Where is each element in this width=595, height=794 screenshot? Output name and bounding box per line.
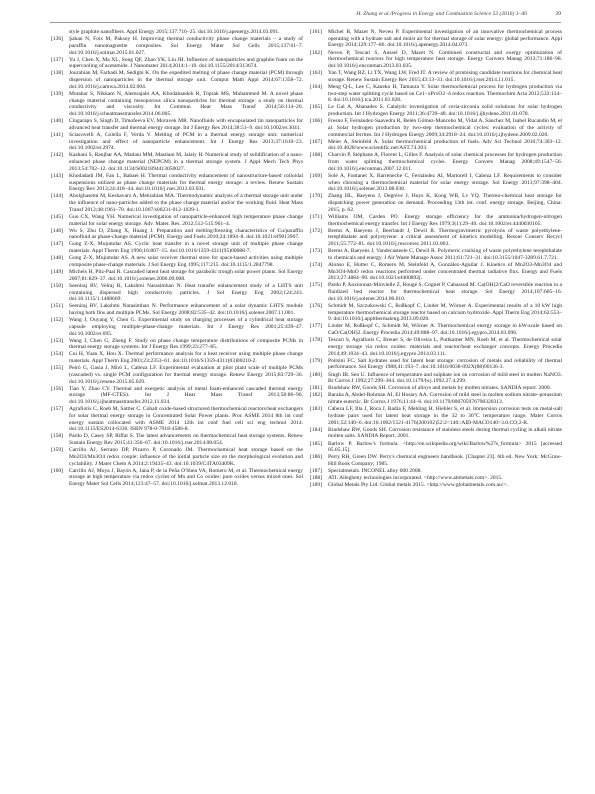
running-header bbox=[50, 8, 561, 20]
reference-text: Motahar S, Nikkam N, Alemrajabi AA, Khodabandeh R, Toprak MS, Muhammed M. A novel phase change material containing mesoporous silica nanoparticles for thermal storage: a study on thermal conductivity and viscosity. Int Commun Heat Mass Transf 2014;56:114–20. doi:10.1016/j.icheatmasstransfer.2014.06.005. bbox=[69, 90, 303, 117]
reference-entry bbox=[51, 70, 303, 90]
reference-text: Cui H, Yuan X, Hou X. Thermal performance analysis for a heat receiver using multiple phase change materials. Appl Therm Eng 2003;23:2353–61. doi:10.1016/S1359-4311(03)00210-2. bbox=[69, 351, 303, 365]
reference-entry bbox=[51, 338, 303, 351]
reference-text: Kashani S, Ranjbar AA, Madani MM, Mastiani M, Jalaly H. Numerical study of solidification of a nano-enhanced phase change material (NEPCM) in a thermal storage system. J Appl Mech Tech Phys 2013;54:702–12. doi:10.1134/S0021894413050027. bbox=[69, 152, 303, 172]
reference-entry bbox=[310, 358, 562, 371]
reference-number: [151] bbox=[51, 303, 64, 310]
reference-text: Michel B, Mazet N, Neveu P. Experimental investigation of an innovative thermochemical process operating with a hydrate salt and moist air for thermal storage of solar energy: global performance. Appl Energy 2014;129:177–86. doi:10.1016/j.apenergy.2014.04.073. bbox=[328, 29, 562, 49]
reference-entry bbox=[310, 468, 562, 475]
header-rule bbox=[50, 22, 561, 23]
reference-entry bbox=[51, 241, 303, 254]
reference-entry bbox=[310, 475, 562, 482]
reference-entry bbox=[310, 262, 562, 282]
reference-text: Gong Z-X, Mujumdar AS. A new solar receiver thermal store for space-based activities using multiple composite phase-change materials. J Sol Energy Eng 1995;117:215. doi:10.1115/1.2847798. bbox=[69, 255, 303, 268]
reference-entry bbox=[310, 84, 562, 104]
reference-text: Barlow P. Barlow's formula. <http://en.wikipedia.org/wiki/Barlow%27s_formula> 2015 [accessed 05.05.15]. bbox=[328, 440, 562, 454]
reference-entry bbox=[310, 323, 562, 336]
reference-entry bbox=[310, 337, 562, 357]
reference-text: Alonso E, Hutter C, Romero M, Steinfeld A, González-Aguilar J. Kinetics of Mn2O3-Mn3O4 and Mn3O4-MnO redox reactions performed under concentrated thermal radiative flux. Energy and Fuels 2013;27:4884–90. doi:10.1021/ef400892j. bbox=[328, 261, 562, 282]
reference-entry bbox=[310, 248, 562, 261]
reference-entry bbox=[51, 152, 303, 172]
reference-entry bbox=[310, 139, 562, 152]
reference-entry bbox=[310, 454, 562, 467]
reference-entry bbox=[310, 70, 562, 83]
reference-text: Guo CX, Wang YH. Numerical investigation of nanoparticle-enhanced high temperature phase change material for solar energy storage. Adv. Mater. Res. 2012;512-515:961–4. bbox=[69, 213, 303, 227]
reference-text: Jourabian M, Farhadi M, Sedighi K. On the expedited melting of phase change material (PCM) through dispersion of nanoparticles in the thermal storage unit. Comput Math Appl 2014;67:1358–72. doi:10.1016/j.camwa.2014.02.004. bbox=[69, 70, 303, 90]
reference-text: Brems A, Baeyens J, Beerlandt J, Dewil R. Thermogravimetric pyrolysis of waste polyethylene-terephthalate and polystyrene: a critical assessment of kinetics modelling. Resour Conserv Recycl 2011;55:772–81. doi:10.1016/j.resconrec.2011.03.003. bbox=[328, 227, 562, 248]
reference-text: Neveu P, Tescari S, Aussel D, Mazet N. Combined constructal and exergy optimization of thermochemical reactors for high temperature heat storage. Energy Convers Manag 2013;71:186–98. doi:10.1016/j.enconman.2013.03.035. bbox=[328, 49, 562, 69]
reference-number: [154] bbox=[51, 351, 64, 358]
reference-number: [180] bbox=[310, 371, 323, 378]
reference-number: [155] bbox=[51, 365, 64, 372]
right-column-references bbox=[310, 29, 562, 787]
reference-entry bbox=[51, 468, 303, 488]
reference-entry bbox=[51, 283, 303, 303]
reference-number: [182] bbox=[310, 392, 323, 399]
reference-entry bbox=[310, 50, 562, 70]
reference-number: [150] bbox=[51, 282, 64, 289]
reference-text: Gong Z-X, Mujumdar AS. Cyclic heat transfer in a novel storage unit of multiple phase change materials. Appl Therm Eng 1996;16:807–15. doi:10.1016/1359-4311(95)00088-7. bbox=[69, 241, 303, 255]
reference-number: [144] bbox=[51, 193, 64, 200]
reference-entry bbox=[310, 173, 562, 193]
reference-text: Brems A, Baeyens J, Vandecasteele C, Dewil R. Polymeric cracking of waste polyethylene terephthalate to chemicals and energy. J Air Waste Manage Assoc 2011;61:721–31. doi:10.3155/1047-3289.61.7.721. bbox=[328, 248, 562, 261]
reference-text: Le Gal A, Abanades S. Catalytic investigation of ceria-zirconia solid solutions for solar hydrogen production. Int J Hydrogen Energy 2011;36:4739–48. doi:10.1016/j.ijhydene.2011.01.078. bbox=[328, 104, 562, 117]
reference-text: Sciacovelli A, Colella F, Verda V. Melting of PCM in a thermal energy storage unit: numerical investigation and effect of nanoparticle enhancement. Int J Energy Res 2013;37:1610–23. doi:10.1002/er.2974. bbox=[69, 131, 303, 152]
reference-number: [139] bbox=[51, 90, 64, 97]
reference-entry bbox=[51, 447, 303, 467]
reference-number: [174] bbox=[310, 261, 323, 268]
reference-text: Peiró G, Gasia J, Miró L, Cabeza LF. Experimental evaluation at pilot plant scale of multiple PCMs (cascaded) vs. single PCM configuration for thermal energy storage. Renew Energy 2015;83:729–36. doi:10.1016/j.renene.2015.05.029. bbox=[69, 365, 303, 385]
reference-text: Global Metals Pty Ltd. Global metals 2015. <http://www.globalmetals.com.au/>. bbox=[328, 482, 508, 489]
reference-entry bbox=[51, 173, 303, 193]
reference-text: Bradshaw RW, Goods SH. Corrosion resistance of stainless steels during thermal cycling in alkali nitrate molten salts. SANDIA Report. 2001. bbox=[328, 426, 562, 440]
reference-entry bbox=[310, 392, 562, 405]
reference-text: Wu S, Zhu D, Zhang X, Huang J. Preparation and melting/freezing characteristics of Cu/paraffin nanofluid as phase-change material (PCM). Energy and Fuels 2010;24:1894–8. doi:10.1021/ef9013967. bbox=[69, 227, 303, 241]
reference-number: [167] bbox=[310, 138, 323, 145]
reference-text: Agrafiotis C, Roeb M, Sattler C. Cobalt oxide-based structured thermochemical reactors/heat exchangers for solar thermal energy storage in Concentrated Solar Power plants. Proc ASME 2014 8th int conf energy sustain collocated with ASME 2014 12th int conf fuel cell sci eng technol 2014. doi:10.1115/ES2014-6336. ISBN 978-0-7918-4586-8. bbox=[69, 406, 303, 433]
reference-text: Carrillo AJ, Serrano DP, Pizarro P, Coronado JM. Thermochemical heat storage based on the Mn2O3/Mn3O4 redox couple: influence of the initial particle size on the morphological evolution and cyclability. J Mater Chem A 2014;2:19435–43. doi:10.1039/C4TA03409K. bbox=[69, 447, 303, 467]
reference-entry bbox=[51, 433, 303, 446]
reference-text: Schmidt M, Szczukowski C, Roßkopf C, Linder M, Wörner A. Experimental results of a 10 kW high temperature thermochemical storage reactor based on calcium hydroxide. Appl Therm Eng 2014;62:553–9. doi:10.1016/j.applthermaleng.2013.09.020. bbox=[328, 302, 562, 323]
reference-number: [146] bbox=[51, 227, 64, 234]
reference-text: Khodadadi JM, Fan L, Babaei H. Thermal conductivity enhancement of nanostructure-based colloidal suspensions utilized as phase change materials for thermal energy storage: a review. Renew Sustain Energy Rev 2013;24:418–44. doi:10.1016/j.rser.2013.03.031. bbox=[69, 172, 303, 193]
reference-number: [142] bbox=[51, 152, 64, 159]
reference-entry bbox=[51, 255, 303, 268]
journal-citation: H. Zhang et al./Progress in Energy and Combustion Science 53 (2016) 1–40 bbox=[356, 11, 527, 17]
reference-number: [141] bbox=[51, 131, 64, 138]
reference-number: [173] bbox=[310, 248, 323, 255]
reference-text: ATI. Allegheny technologies incorporated. <http://www.atimetals.com>. 2015. bbox=[328, 475, 503, 482]
reference-number: [166] bbox=[310, 118, 323, 125]
reference-entry bbox=[310, 482, 562, 489]
reference-entry bbox=[310, 104, 562, 117]
reference-text: Poitsini FC. Salt hydrates used for latent heat storage: corrosion of metals and reliability of thermal performance. Sol Energy 1988;41:193–7. doi:10.1016/0038-092X(88)90136-3. bbox=[328, 357, 562, 371]
reference-entry bbox=[51, 118, 303, 131]
reference-entry bbox=[51, 365, 303, 385]
reference-entry bbox=[51, 214, 303, 227]
reference-number: [185] bbox=[310, 440, 323, 447]
reference-number: [176] bbox=[310, 302, 323, 309]
reference-entry bbox=[310, 152, 562, 172]
reference-entry bbox=[51, 36, 303, 56]
reference-text: Seeniraj RV, Lakshmi Narasimhan N. Performance enhancement of a solar dynamic LHTS module having both fins and multiple PCMs. Sol Energy 2008;82:535–42. doi:10.1016/j.solener.2007.11.001. bbox=[69, 303, 303, 317]
reference-number: [171] bbox=[310, 213, 323, 220]
reference-text: Tian Y, Zhao CY. Thermal and exergetic analysis of metal foam-enhanced cascaded thermal energy storage (MF-CTES). Int J Heat Mass Transf 2013;58:86–96. doi:10.1016/j.ijheatmasstransfer.2012.11.034. bbox=[69, 385, 303, 406]
reference-text: Williams OM, Carden PO. Energy storage efficiency for the ammonia/hydrogen-nitrogen thermochemical energy transfer. Int J Energy Res 1979;3(1):29–40. doi:10.1002/er.4440030105. bbox=[328, 213, 562, 227]
reference-number: [148] bbox=[51, 255, 64, 262]
reference-entry bbox=[51, 317, 303, 337]
reference-number: [183] bbox=[310, 406, 323, 413]
reference-text: Seeniraj RV, Velraj R, Lakshmi Narasimhan N. Heat transfer enhancement study of a LHTS unit containing dispersed high conductivity particles. J Sol Energy Eng 2002;124:243. doi:10.1115/1.1488669. bbox=[69, 282, 303, 303]
reference-text: Yu J, Chen X, Ma XL, Song QF, Zhao YK, Liu JH. Influence of nanoparticles and graphite foam on the supercooling of acetamide. J Nanomater 2014;2014:1–10. doi:10.1155/2014/313674. bbox=[69, 56, 303, 70]
reference-number: [188] bbox=[310, 475, 323, 482]
reference-text: Abolghasemi M, Keshavarz A, Mehrabian MA. Thermodynamic analysis of a thermal storage unit under the influence of nano-particles added to the phase change material and/or the working fluid. Heat Mass Transf 2012;48:1961–70. doi:10.1007/s00231-012-1039-1. bbox=[69, 193, 303, 213]
reference-text: Zhang HL, Baeyens J, Degrève J, Huys K, Kong WB, Lv YQ. Thermo-chemical heat storage for dispatching power generation on demand. Proceeding 13th int. conf. energy storage, Beijing, China: 2015, p. 62. bbox=[328, 193, 562, 213]
reference-number: [168] bbox=[310, 152, 323, 159]
reference-number: [161] bbox=[310, 29, 323, 35]
reference-text: Meier A, Steinfeld A. Solar thermochemical production of fuels. Adv Sci Technol 2010;74:303–12. doi:10.4028/www.scientific.net/AST.74.303. bbox=[328, 138, 562, 152]
reference-number: [152] bbox=[51, 317, 64, 324]
reference-number: [145] bbox=[51, 213, 64, 220]
reference-entry bbox=[310, 29, 562, 49]
reference-entry bbox=[51, 132, 303, 152]
reference-entry bbox=[310, 214, 562, 227]
reference-text: Bradshaw RW, Goods SH. Corrosion of alloys and metals by molten nitrates. SANDIA report. 2000. bbox=[328, 385, 552, 392]
reference-text: Cabeza LF, Illa J, Roca J, Badia F, Mehling H, Hiebler S, et al. Immersion corrosion tests on metal-salt hydrate pairs used for latent heat storage in the 32 to 36°C temperature range. Mater Corros 2001;52:140–6. doi:10.1002/1521-4176(200102)52:2<140::AID-MACO140>3.0.CO;2-R. bbox=[328, 406, 562, 426]
reference-entry bbox=[310, 282, 562, 302]
reference-text: Solé A, Fontanet X, Barreneche C, Fernández AI, Martorell I, Cabeza LF. Requirements to consider when choosing a thermochemical material for solar energy storage. Sol Energy 2013;97:398–404. doi:10.1016/j.solener.2013.08.038. bbox=[328, 172, 562, 193]
reference-entry bbox=[51, 57, 303, 70]
reference-number: [158] bbox=[51, 433, 64, 440]
reference-text: style graphite nanofibers. Appl Energy 2015;137:716–25. doi:10.1016/j.apenergy.2014.03.091. bbox=[69, 29, 280, 35]
reference-text: Fresno F, Fernández-Saavedra R, Belén Gómez-Mancebo M, Vidal A, Sánchez M, Isabel Rucandio M, et al. Solar hydrogen production by two-step thermochemical cycles: evaluation of the activity of commercial ferrites. Int J Hydrogen Energy 2009;34:2918–24. doi:10.1016/j.ijhydene.2009.02.020. bbox=[328, 118, 562, 138]
reference-number: [164] bbox=[310, 83, 323, 90]
reference-number: [157] bbox=[51, 406, 64, 413]
reference-number: [184] bbox=[310, 426, 323, 433]
reference-number: [187] bbox=[310, 468, 323, 475]
reference-number: [178] bbox=[310, 337, 323, 344]
reference-entry bbox=[310, 406, 562, 426]
reference-text: Cingarapu S, Singh D, Timofeeva EV, Moravek MR. Nanofluids with encapsulated tin nanoparticles for advanced heat transfer and thermal energy storage. Int J Energy Res 2014;38:51–9. doi:10.1002/er.3041. bbox=[69, 118, 303, 131]
reference-entry bbox=[51, 269, 303, 282]
reference-text: Specialmetals. INCONEL alloy 600 2008. bbox=[328, 468, 422, 475]
reference-number: [186] bbox=[310, 454, 323, 461]
reference-number: [153] bbox=[51, 337, 64, 344]
reference-number: [175] bbox=[310, 282, 323, 289]
reference-entry bbox=[51, 91, 303, 118]
reference-text: Yan T, Wang RZ, Li TX, Wang LW, Fred IT. A review of promising candidate reactions for chemical heat storage. Renew Sustain Energy Rev 2015;43:13–31. doi:10.1016/j.rser.2014.11.015. bbox=[328, 70, 562, 83]
left-column-references bbox=[51, 29, 303, 787]
reference-entry bbox=[51, 228, 303, 241]
reference-text: Carrillo AJ, Moya J, Bayón A, Jana P, de la Peña O'Shea VA, Romero M, et al. Thermochemical energy storage at high temperature via redox cycles of Mn and Co oxides: pure oxides versus mixed ones. Sol Energy Mater Sol Cells 2014;123:47–57. doi:10.1016/j.solmat.2013.12.018. bbox=[69, 467, 303, 488]
reference-entry bbox=[310, 427, 562, 440]
reference-text: Charvin P, Stéphane A, Florent L, Gilles F. Analysis of solar chemical processes for hydrogen production from water splitting thermochemical cycles. Energy Convers Manag 2008;49:1547–56. doi:10.1016/j.enconman.2007.12.011. bbox=[328, 152, 562, 172]
reference-number: [165] bbox=[310, 104, 323, 111]
reference-text: Michels H, Pitz-Paal R. Cascaded latent heat storage for parabolic trough solar power plants. Sol Energy 2007;81:829–37. doi:10.1016/j.solener.2006.09.008. bbox=[69, 269, 303, 282]
reference-entry bbox=[51, 193, 303, 213]
reference-number: [160] bbox=[51, 467, 64, 474]
reference-number: [181] bbox=[310, 385, 323, 392]
reference-number: [156] bbox=[51, 385, 64, 392]
reference-number: [147] bbox=[51, 241, 64, 248]
reference-number: [177] bbox=[310, 323, 323, 330]
reference-entry bbox=[310, 118, 562, 138]
reference-entry bbox=[310, 193, 562, 213]
reference-text: Linder M, Roßkopf C, Schmidt M, Wörner A. Thermochemical energy storage in kW-scale based on CaO/Ca(OH)2. Energy Procedia 2014;49:888–97. doi:10.1016/j.egypro.2014.03.096. bbox=[328, 323, 562, 337]
reference-text: Pardo D, Casey SP, Riffat S. The latest advancements on thermochemical heat storage systems. Renew Sustain Energy Rev 2015;41:356–67. doi:10.1016/j.rser.2014.08.054. bbox=[69, 433, 303, 447]
reference-text: Baraka A, Abdel-Rohman AI, El Hosary AA. Corrosion of mild steel in molten sodium nitrate–potassium nitrate eutectic. Br Corros J 1976;11:44–6. doi:10.1179/000705976798320313. bbox=[328, 392, 562, 406]
reference-entry bbox=[51, 351, 303, 364]
reference-entry bbox=[310, 303, 562, 323]
reference-text: Şahan N, Fois M, Paksoy H. Improving thermal conductivity phase change materials – a study of paraffin nanomagnetite composites. Sol Energy Mater Sol Cells 2015;137:61–7. doi:10.1016/j.solmat.2015.01.027. bbox=[69, 36, 303, 56]
reference-number: [170] bbox=[310, 193, 323, 200]
reference-entry bbox=[310, 372, 562, 385]
reference-text: Meng Q-L, Lee C, Kaneko H, Tamaura Y. Solar thermochemical process for hydrogen production via two-step water splitting cycle based on Ce1−xPrxO2−δ redox reaction. Thermochim Acta 2012;532:134–8. doi:10.1016/j.tca.2011.01.028. bbox=[328, 83, 562, 104]
reference-number: [172] bbox=[310, 227, 323, 234]
reference-number: [136] bbox=[51, 36, 64, 43]
reference-text: Wang J, Ouyang Y, Chen G. Experimental study on charging processes of a cylindrical heat storage capsule employing multiple-phase-change materials. Int J Energy Res 2001;25:439–47. doi:10.1002/er.695. bbox=[69, 317, 303, 337]
reference-text: Wang J, Chen G, Zheng F. Study on phase change temperature distributions of composite PCMs in thermal energy storage systems. Int J Energy Res 1999;23:277–85. bbox=[69, 337, 303, 351]
reference-number: [149] bbox=[51, 269, 64, 276]
reference-entry bbox=[51, 29, 303, 36]
reference-entry bbox=[51, 406, 303, 433]
reference-text: Perry RH, Green DW. Perry's chemical engineers handbook. [Chapter 23]. 6th ed. New York: McGraw-Hill Book Company; 1985. bbox=[328, 454, 562, 468]
reference-entry bbox=[51, 303, 303, 316]
reference-entry bbox=[310, 441, 562, 454]
reference-number: [140] bbox=[51, 118, 64, 125]
reference-text: Singh IB. Sen U. Influence of temperature and sulphate ion on corrosion of mild steel in molten NaNO3. Br Corros J 1992;27:299–304. doi:10.1179/bcj.1992.27.4.299. bbox=[328, 371, 562, 385]
reference-number: [138] bbox=[51, 70, 64, 77]
reference-entry bbox=[51, 386, 303, 406]
page-number: 39 bbox=[555, 11, 561, 17]
reference-number: [162] bbox=[310, 49, 323, 56]
reference-number: [179] bbox=[310, 357, 323, 364]
reference-number: [169] bbox=[310, 172, 323, 179]
reference-text: Tescari S, Agrafiotis C, Breuer S, de Oliveira L, Puttkamer MN, Roeb M, et al. Thermochemical solar energy storage via redox oxides: materials and reactor/heat exchanger concepts. Energy Procedia 2014;49:1034–43. doi:10.1016/j.egypro.2014.03.111. bbox=[328, 337, 562, 357]
reference-entry bbox=[310, 228, 562, 248]
reference-number: [137] bbox=[51, 56, 64, 63]
reference-number: [163] bbox=[310, 70, 323, 76]
reference-text: Pardo P, Anxionnaz-Minvielle Z, Rougé S, Cognet P, Cabassud M. Ca(OH)2/CaO reversible reaction in a fluidized bed reactor for thermochemical heat storage. Sol Energy 2014;107:605–16. doi:10.1016/j.solener.2014.06.010. bbox=[328, 282, 562, 302]
reference-number: [143] bbox=[51, 172, 64, 179]
reference-number: [189] bbox=[310, 482, 323, 489]
reference-number: [159] bbox=[51, 447, 64, 454]
